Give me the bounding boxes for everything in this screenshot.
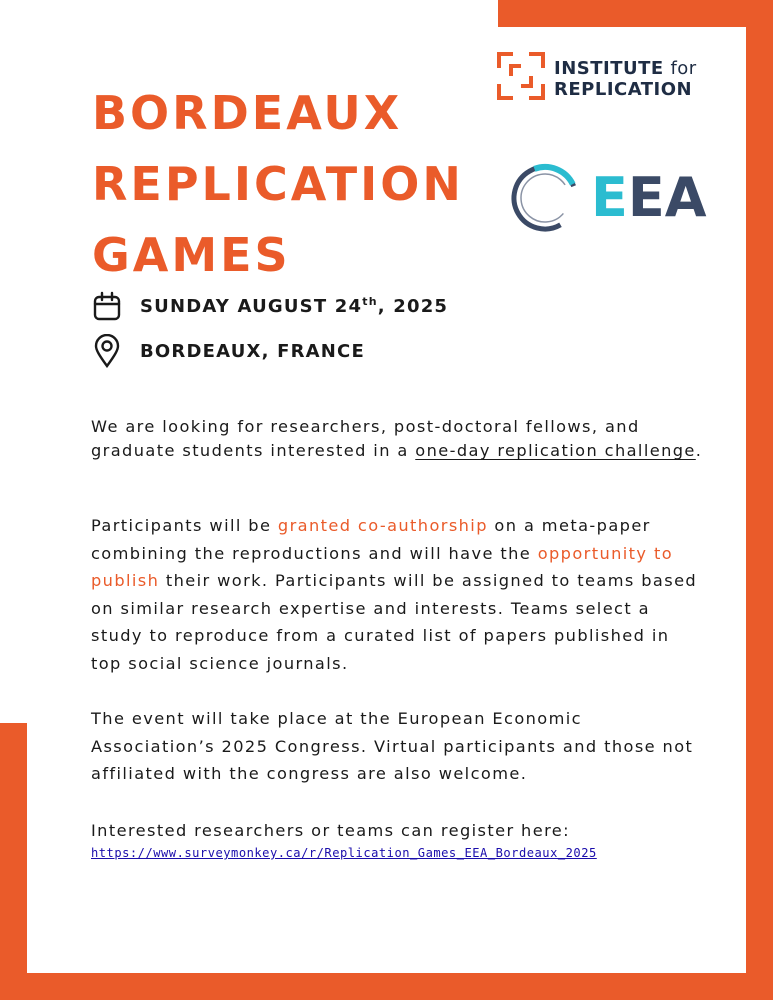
for-word: for — [670, 58, 697, 79]
eea-ring-icon — [509, 160, 585, 236]
participants-text-2: on a meta-paper combining the reproductions and will have the — [91, 516, 651, 563]
institute-logo-mark-icon — [497, 52, 545, 100]
institute-logo-text — [554, 58, 697, 100]
publish-highlight: opportunity to publish — [91, 543, 674, 590]
registration-link[interactable]: https://www.surveymonkey.ca/r/Replication_Games_EEA_Bordeaux_2025 — [91, 846, 597, 860]
title-line-3: GAMES — [92, 228, 291, 282]
event-date-row — [92, 288, 448, 324]
eea-logo-text — [591, 166, 707, 230]
coauthorship-highlight: granted co-authorship — [277, 516, 488, 535]
title-line-2: REPLICATION — [92, 157, 464, 211]
event-location: BORDEAUX, FRANCE — [140, 340, 365, 362]
event-date-main: SUNDAY AUGUST 24 — [140, 296, 363, 317]
intro-paragraph — [91, 415, 706, 463]
participants-text-3: their work. Participants will be assigned to teams based on similar research expertise and interests. Teams select a study to reproduce from a curated list of papers published in top social science journals. — [91, 571, 698, 673]
frame-left-bar — [0, 723, 27, 1000]
venue-paragraph: The event will take place at the European Economic Association’s 2025 Congress. Virtual participants and those not affiliated with the congress are also welcome. — [91, 709, 694, 783]
eea-rest-letters: EA — [627, 166, 707, 229]
intro-text: We are looking for researchers, post-doctoral fellows, and graduate students interested in a — [91, 417, 640, 460]
intro-end: . — [695, 441, 703, 460]
map-pin-icon — [92, 333, 122, 369]
calendar-icon — [92, 288, 122, 324]
frame-right-bar — [746, 0, 773, 1000]
page-title — [92, 78, 464, 291]
frame-bottom-bar — [0, 973, 773, 1000]
institute-for-replication-logo — [497, 52, 727, 102]
event-date — [140, 295, 448, 317]
register-paragraph: Interested researchers or teams can register here: — [91, 821, 570, 840]
institute-word: INSTITUTE — [554, 58, 664, 79]
event-date-year: , 2025 — [377, 296, 449, 317]
eea-logo — [509, 160, 707, 236]
event-location-row — [92, 333, 365, 369]
event-date-ordinal: th — [362, 295, 378, 308]
title-line-1: BORDEAUX — [92, 86, 403, 140]
replication-word: REPLICATION — [554, 79, 693, 100]
eea-first-letter: E — [591, 166, 628, 229]
participants-text-1: Participants will be — [91, 516, 278, 535]
participants-paragraph — [91, 512, 706, 677]
frame-top-bar — [498, 0, 773, 27]
one-day-challenge-link[interactable]: one-day replication challenge — [415, 441, 696, 460]
